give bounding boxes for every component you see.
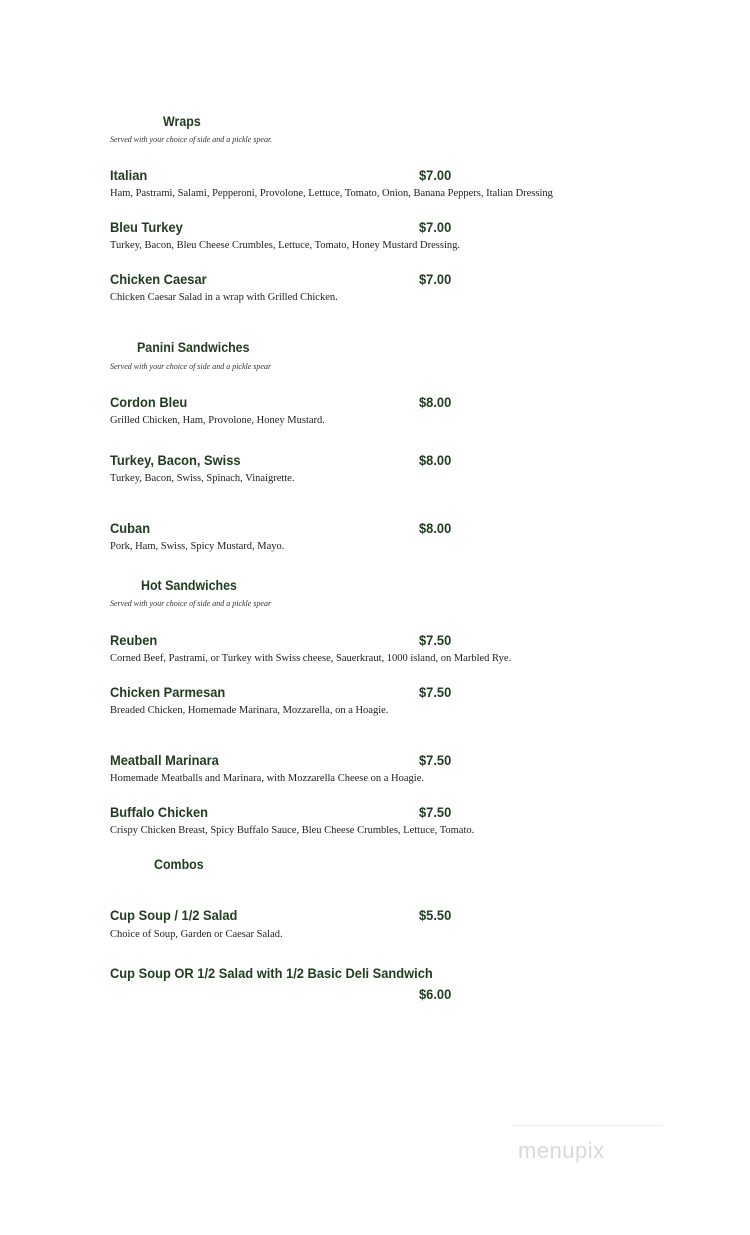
- item-price-italian: $7.00: [419, 167, 452, 183]
- item-desc-bleu-turkey: Turkey, Bacon, Bleu Cheese Crumbles, Lettuce, Tomato, Honey Mustard Dressing.: [110, 240, 460, 251]
- item-price-chicken-parmesan: $7.50: [419, 684, 452, 700]
- item-name-italian: Italian: [110, 167, 148, 183]
- item-desc-cup-soup-half-salad: Choice of Soup, Garden or Caesar Salad.: [110, 929, 283, 940]
- item-name-turkey-bacon-swiss: Turkey, Bacon, Swiss: [110, 452, 241, 468]
- item-desc-meatball-marinara: Homemade Meatballs and Marinara, with Mozzarella Cheese on a Hoagie.: [110, 773, 425, 784]
- item-price-cuban: $8.00: [419, 520, 452, 536]
- section-subtitle-hot-sandwiches: Served with your choice of side and a pickle spear: [110, 599, 272, 608]
- item-price-meatball-marinara: $7.50: [419, 752, 452, 768]
- item-price-buffalo-chicken: $7.50: [419, 804, 452, 820]
- item-name-reuben: Reuben: [110, 632, 158, 648]
- item-name-cup-soup-half-salad: Cup Soup / 1/2 Salad: [110, 907, 238, 923]
- item-name-soup-or-salad-with-sandwich: Cup Soup OR 1/2 Salad with 1/2 Basic Deli Sandwich: [110, 965, 433, 981]
- section-title-combos: Combos: [154, 857, 204, 872]
- section-subtitle-wraps: Served with your choice of side and a pickle spear.: [110, 135, 273, 144]
- item-desc-turkey-bacon-swiss: Turkey, Bacon, Swiss, Spinach, Vinaigrette.: [110, 473, 295, 484]
- item-desc-reuben: Corned Beef, Pastrami, or Turkey with Swiss cheese, Sauerkraut, 1000 island, on Marbled Rye.: [110, 653, 512, 664]
- item-desc-italian: Ham, Pastrami, Salami, Pepperoni, Provolone, Lettuce, Tomato, Onion, Banana Peppers, Italian Dressing: [110, 188, 553, 199]
- watermark-rule: [512, 1125, 662, 1126]
- item-price-soup-or-salad-with-sandwich: $6.00: [419, 986, 452, 1002]
- item-desc-chicken-caesar: Chicken Caesar Salad in a wrap with Grilled Chicken.: [110, 292, 338, 303]
- item-price-reuben: $7.50: [419, 632, 452, 648]
- item-name-meatball-marinara: Meatball Marinara: [110, 752, 219, 768]
- section-subtitle-panini: Served with your choice of side and a pickle spear: [110, 362, 272, 371]
- item-desc-chicken-parmesan: Breaded Chicken, Homemade Marinara, Mozzarella, on a Hoagie.: [110, 705, 389, 716]
- item-price-bleu-turkey: $7.00: [419, 219, 452, 235]
- item-price-cordon-bleu: $8.00: [419, 394, 452, 410]
- section-title-panini: Panini Sandwiches: [137, 340, 250, 355]
- watermark-logo: menupix: [518, 1138, 605, 1163]
- item-name-cuban: Cuban: [110, 520, 151, 536]
- section-title-wraps: Wraps: [163, 114, 201, 129]
- item-desc-cordon-bleu: Grilled Chicken, Ham, Provolone, Honey Mustard.: [110, 415, 325, 426]
- item-name-chicken-parmesan: Chicken Parmesan: [110, 684, 226, 700]
- item-name-chicken-caesar: Chicken Caesar: [110, 271, 207, 287]
- item-price-chicken-caesar: $7.00: [419, 271, 452, 287]
- item-name-bleu-turkey: Bleu Turkey: [110, 219, 183, 235]
- section-title-hot-sandwiches: Hot Sandwiches: [141, 578, 237, 593]
- item-name-cordon-bleu: Cordon Bleu: [110, 394, 188, 410]
- item-name-buffalo-chicken: Buffalo Chicken: [110, 804, 209, 820]
- item-price-turkey-bacon-swiss: $8.00: [419, 452, 452, 468]
- item-desc-cuban: Pork, Ham, Swiss, Spicy Mustard, Mayo.: [110, 541, 285, 552]
- item-desc-buffalo-chicken: Crispy Chicken Breast, Spicy Buffalo Sauce, Bleu Cheese Crumbles, Lettuce, Tomato.: [110, 825, 475, 836]
- item-price-cup-soup-half-salad: $5.50: [419, 907, 452, 923]
